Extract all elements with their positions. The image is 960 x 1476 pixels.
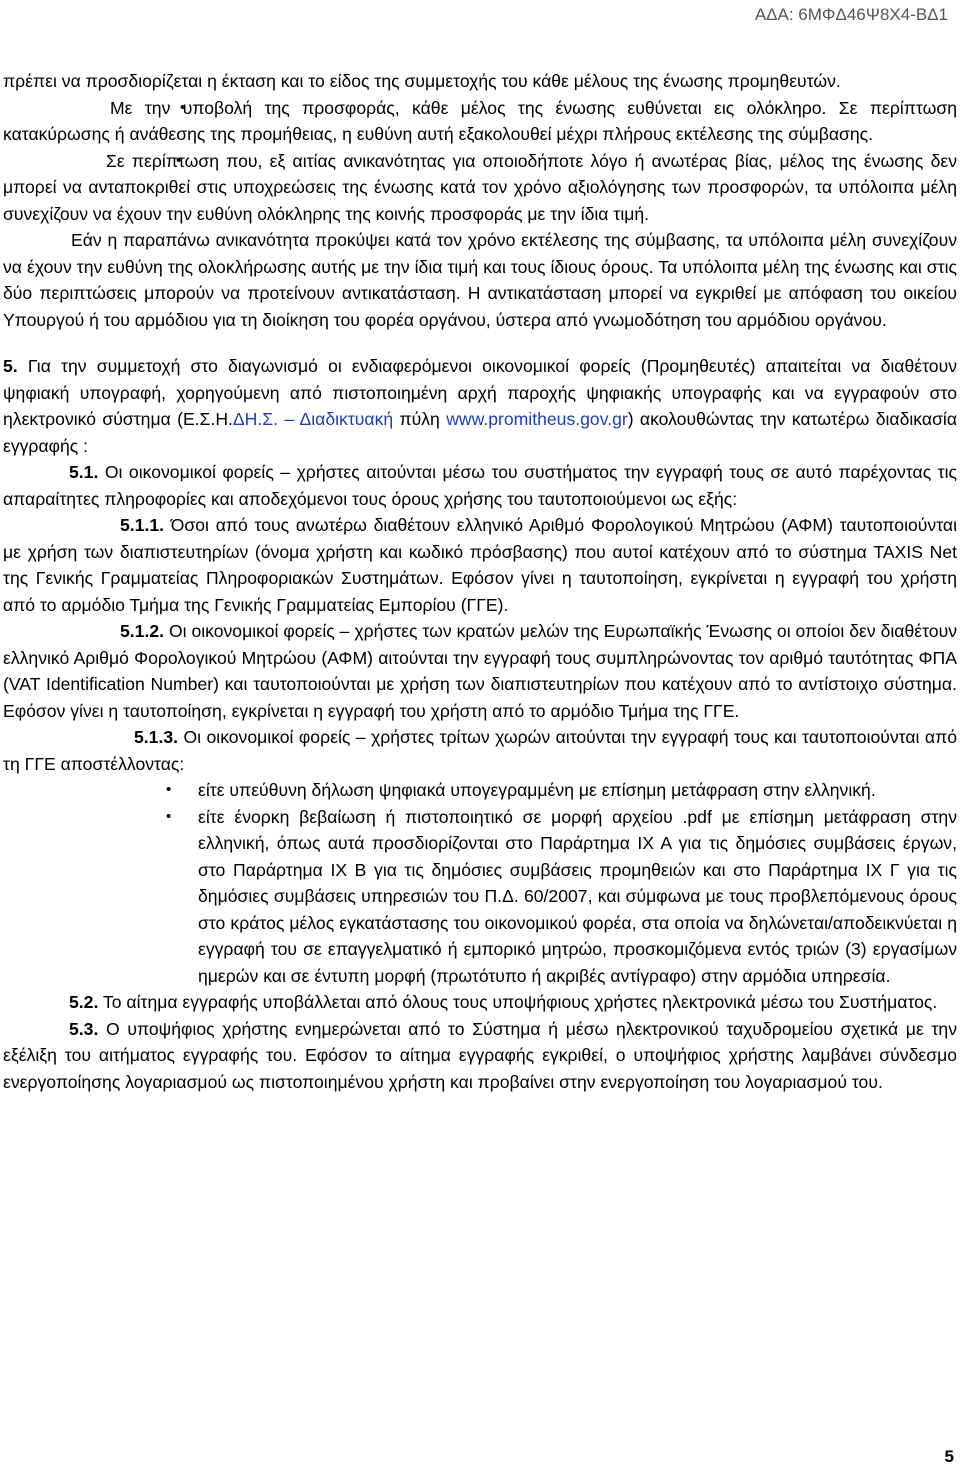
section-5-text-b: πύλη [393, 409, 447, 429]
promitheus-url-link[interactable]: www.promitheus.gov.gr [446, 409, 628, 429]
section-5 [3, 353, 957, 459]
section-5-1-3-number: 5.1.3. [134, 727, 179, 747]
bullet-joint-liability: • Με την υποβολή της προσφοράς, κάθε μέλος της ένωσης ευθύνεται εις ολόκληρο. Σε περίπτωση κατακύρωσης ή ανάθεσης της προμήθειας, η ευθύνη αυτή εξακολουθεί μέχρι πλήρους εκτέλεσης της σύμβασης. [3, 95, 957, 148]
bullet-certificate-pdf: • είτε ένορκη βεβαίωση ή πιστοποιητικό σε μορφή αρχείου .pdf με επίσημη μετάφραση στην ελληνική, όπως αυτά προσδιορίζονται στο Παράρτημα IX A για τις δημόσιες συμβάσεις έργων, στο Παράρτημα IX B για τις δημόσιες συμβάσεις προμηθειών και στο Παράρτημα IX Γ για τις δημόσιες συμβάσεις υπηρεσιών του Π.Δ. 60/2007, και σύμφωνα με τους προβλεπόμενους όρους στο κράτος μέλος εγκατάστασης του οικονομικού φορέα, στα οποία να δηλώνεται/αποδεικνύεται η εγγραφή του σε επαγγελματικό ή εμπορικό μητρώο, προσκομιζόμενα εντός τριών (3) εργασίμων ημερών και σε έντυπη μορφή (πρωτότυπο ή ακριβές αντίγραφο) στην αρμόδια υπηρεσία. [3, 804, 957, 990]
section-5-1-1 [3, 512, 957, 618]
section-5-link-text[interactable]: ΔΗ.Σ. – Διαδικτυακή [232, 409, 394, 429]
bullet-incapacity: • Σε περίπτωση που, εξ αιτίας ανικανότητας για οποιοδήποτε λόγο ή ανωτέρας βίας, μέλος της ένωσης δεν μπορεί να ανταποκριθεί στις υποχρεώσεις της ένωσης κατά τον χρόνο αξιολόγησης των προσφορών, τα υπόλοιπα μέλη συνεχίζουν να έχουν την ευθύνη ολόκληρης της κοινής προσφοράς με την ίδια τιμή. [3, 148, 957, 228]
section-5-1-text: Οι οικονομικοί φορείς – χρήστες αιτούνται μέσω του συστήματος την εγγραφή τους σε αυτό παρέχοντας τις απαραίτητες πληροφορίες και αποδεχόμενοι τους όρους χρήσης του ταυτοποιούμενοι ως εξής: [3, 462, 957, 509]
bullet-sworn-declaration: • είτε υπεύθυνη δήλωση ψηφιακά υπογεγραμμένη με επίσημη μετάφραση στην ελληνική. [3, 777, 957, 804]
ada-code: ΑΔΑ: 6ΜΦΔ46Ψ8Χ4-ΒΔ1 [754, 5, 948, 24]
section-5-2-number: 5.2. [69, 992, 99, 1012]
section-5-1 [3, 459, 957, 512]
section-5-1-3-text: Οι οικονομικοί φορείς – χρήστες τρίτων χωρών αιτούνται την εγγραφή τους και ταυτοποιούνται από τη ΓΓΕ αποστέλλοντας: [3, 727, 957, 774]
paragraph-intro: πρέπει να προσδιορίζεται η έκταση και το είδος της συμμετοχής του κάθε μέλους της ένωσης προμηθευτών. [3, 71, 841, 91]
section-gap [3, 333, 957, 353]
section-5-3-number: 5.3. [69, 1018, 99, 1039]
page-number: 5 [944, 1447, 954, 1466]
section-5-text-a: Για την συμμετοχή στο διαγωνισμό οι ενδιαφερόμενοι οικονομικοί φορείς (Προμηθευτές) απαιτείται να διαθέτουν ψηφιακή υπογραφή, χορηγούμενη από πιστοποιημένη αρχή παροχής ψηφιακής υπογραφής και να εγγραφούν στο ηλεκτρονικό σύστημα (Ε.Σ.Η. [3, 356, 957, 429]
section-5-2 [3, 989, 957, 1016]
section-5-text-c: ) ακολουθώντας την κατωτέρω διαδικασία εγγραφής : [3, 409, 958, 456]
section-5-2-text: Το αίτημα εγγραφής υποβάλλεται από όλους τους υποψήφιους χρήστες ηλεκτρονικά μέσω του Συστήματος. [98, 992, 938, 1012]
section-5-3 [3, 1016, 957, 1096]
document-body [3, 68, 957, 1095]
section-5-1-2 [3, 618, 957, 724]
section-5-1-number: 5.1. [69, 462, 99, 482]
section-5-1-3 [3, 724, 957, 777]
section-5-1-2-number: 5.1.2. [120, 621, 165, 641]
section-5-1-1-text: Όσοι από τους ανωτέρω διαθέτουν ελληνικό Αριθμό Φορολογικού Μητρώου (ΑΦΜ) ταυτοποιούνται με χρήση των διαπιστευτηρίων (όνομα χρήστη και κωδικό πρόσβασης) που αυτοί κατέχουν από το σύστημα TAXIS Net της Γενικής Γραμματείας Πληροφοριακών Συστημάτων. Εφόσον γίνει η ταυτοποίηση, εγκρίνεται η εγγραφή του χρήστη από το αρμόδιο Τμήμα της Γενικής Γραμματείας Εμπορίου (ΓΓΕ). [3, 515, 957, 615]
section-5-1-2-text: Οι οικονομικοί φορείς – χρήστες των κρατών μελών της Ευρωπαϊκής Ένωσης οι οποίοι δεν διαθέτουν ελληνικό Αριθμό Φορολογικού Μητρώου (ΑΦΜ) αιτούνται την εγγραφή τους συμπληρώνοντας τον αριθμό ταυτότητας ΦΠΑ (VAT Identification Number) και ταυτοποιούνται με χρήση των διαπιστευτηρίων που κατέχουν από το αντίστοιχο σύστημα. Εφόσον γίνει η ταυτοποίηση, εγκρίνεται η εγγραφή του χρήστη από το αρμόδιο Τμήμα της ΓΓΕ. [3, 621, 957, 721]
section-5-3-text: Ο υποψήφιος χρήστης ενημερώνεται από το Σύστημα ή μέσω ηλεκτρονικού ταχυδρομείου σχετικά με την εξέλιξη του αιτήματος εγγραφής του. Εφόσον το αίτημα εγγραφής εγκριθεί, ο υποψήφιος χρήστης λαμβάνει σύνδεσμο ενεργοποίησης λογαριασμού ως πιστοποιημένου χρήστη και προβαίνει στην ενεργοποίηση του λογαριασμού του. [3, 1018, 957, 1092]
paragraph-replacement: Εάν η παραπάνω ανικανότητα προκύψει κατά τον χρόνο εκτέλεσης της σύμβασης, τα υπόλοιπα μέλη συνεχίζουν να έχουν την ευθύνη της ολοκλήρωσης αυτής με την ίδια τιμή και τους ίδιους όρους. Τα υπόλοιπα μέλη της ένωσης και στις δύο περιπτώσεις μπορούν να προτείνουν αντικατάσταση. Η αντικατάσταση μπορεί να εγκριθεί με απόφαση του οικείου Υπουργού ή του αρμόδιου για τη διοίκηση του φορέα οργάνου, ύστερα από γνωμοδότηση του αρμόδιου οργάνου. [3, 230, 957, 330]
section-5-number: 5. [3, 356, 18, 376]
section-5-1-1-number: 5.1.1. [120, 515, 165, 535]
